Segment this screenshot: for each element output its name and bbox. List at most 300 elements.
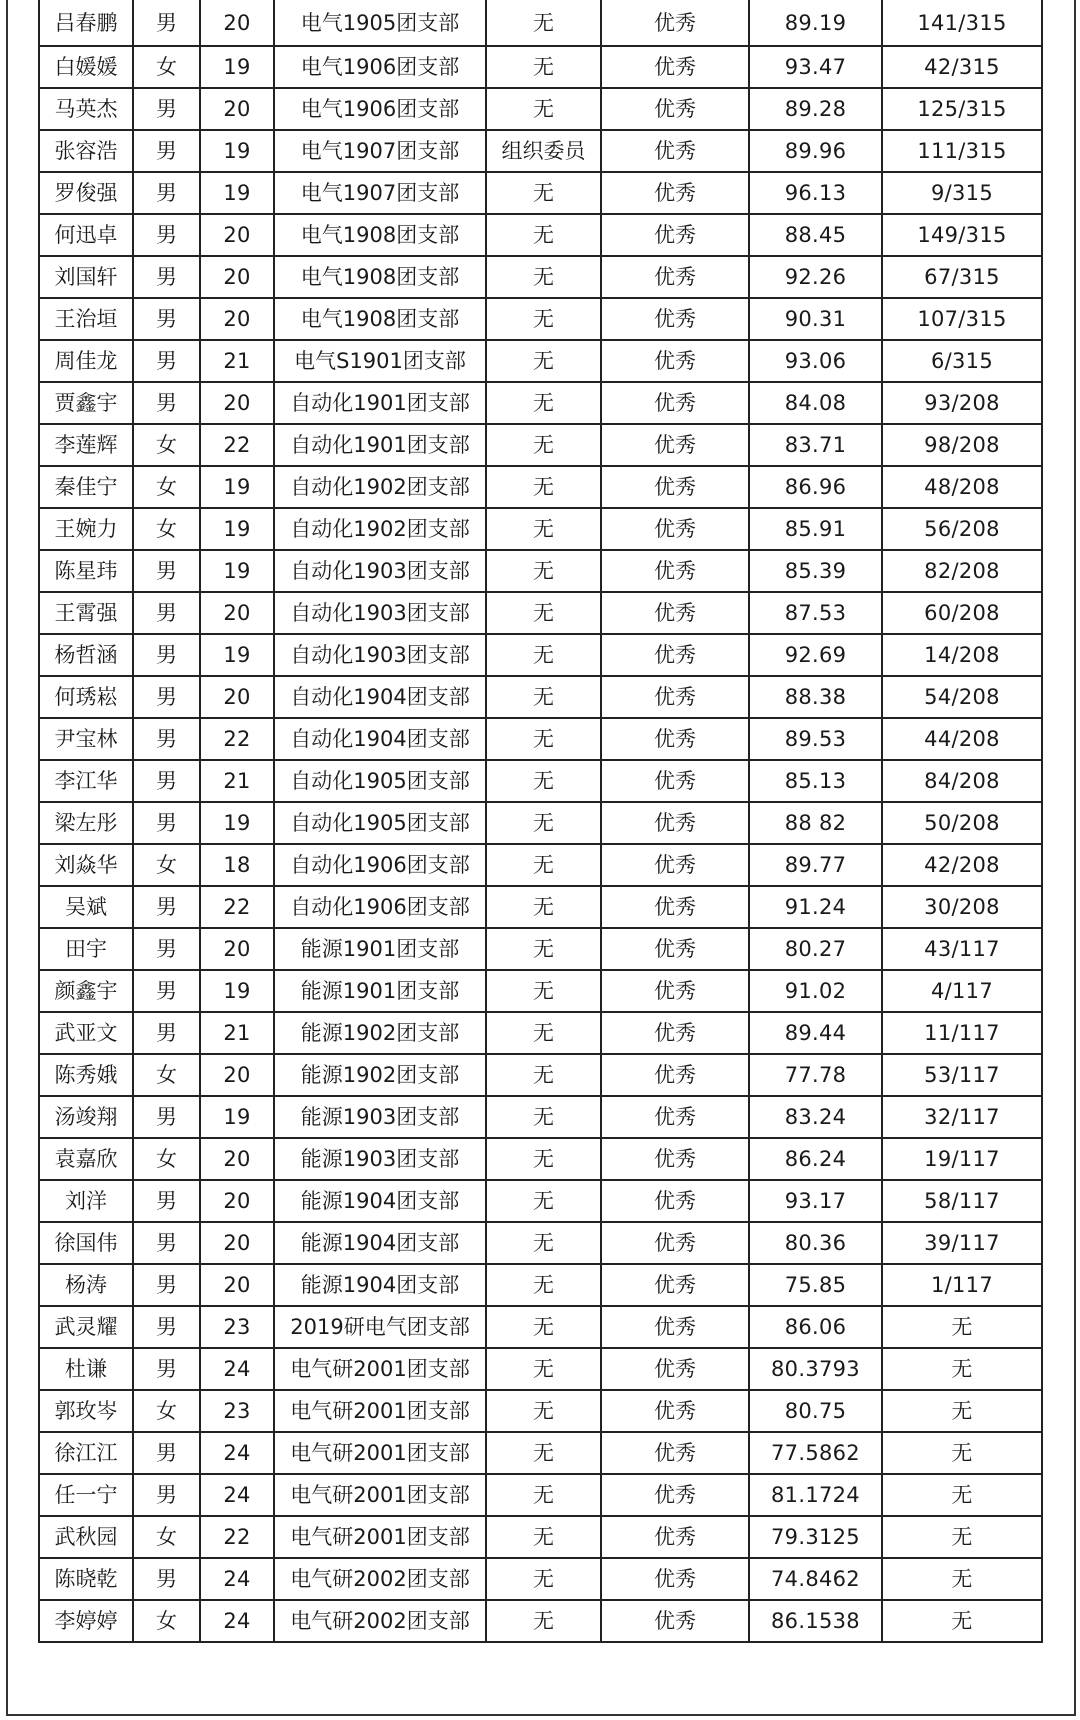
position-cell: 无 bbox=[486, 802, 601, 844]
rank-cell: 125/315 bbox=[882, 88, 1042, 130]
branch-cell: 能源1903团支部 bbox=[274, 1096, 486, 1138]
rank-cell: 60/208 bbox=[882, 592, 1042, 634]
branch-cell: 能源1902团支部 bbox=[274, 1054, 486, 1096]
name-cell: 秦佳宁 bbox=[39, 466, 133, 508]
score-cell: 85.13 bbox=[749, 760, 882, 802]
rank-cell: 6/315 bbox=[882, 340, 1042, 382]
name-cell: 白媛媛 bbox=[39, 46, 133, 88]
branch-cell: 能源1902团支部 bbox=[274, 1012, 486, 1054]
rating-cell: 优秀 bbox=[601, 634, 749, 676]
branch-cell: 能源1904团支部 bbox=[274, 1180, 486, 1222]
position-cell: 无 bbox=[486, 886, 601, 928]
position-cell: 无 bbox=[486, 1600, 601, 1642]
position-cell: 无 bbox=[486, 340, 601, 382]
branch-cell: 能源1904团支部 bbox=[274, 1222, 486, 1264]
position-cell: 无 bbox=[486, 592, 601, 634]
rating-cell: 优秀 bbox=[601, 1390, 749, 1432]
age-cell: 24 bbox=[200, 1600, 274, 1642]
table-row bbox=[39, 298, 1042, 340]
gender-cell: 男 bbox=[133, 928, 200, 970]
score-cell: 77.78 bbox=[749, 1054, 882, 1096]
gender-cell: 女 bbox=[133, 1390, 200, 1432]
gender-cell: 男 bbox=[133, 1474, 200, 1516]
name-cell: 尹宝林 bbox=[39, 718, 133, 760]
score-cell: 89.44 bbox=[749, 1012, 882, 1054]
age-cell: 18 bbox=[200, 844, 274, 886]
position-cell: 无 bbox=[486, 1432, 601, 1474]
rank-cell: 无 bbox=[882, 1600, 1042, 1642]
age-cell: 22 bbox=[200, 886, 274, 928]
score-cell: 90.31 bbox=[749, 298, 882, 340]
rating-cell: 优秀 bbox=[601, 466, 749, 508]
age-cell: 20 bbox=[200, 1222, 274, 1264]
name-cell: 陈晓乾 bbox=[39, 1558, 133, 1600]
branch-cell: 自动化1906团支部 bbox=[274, 886, 486, 928]
branch-cell: 自动化1902团支部 bbox=[274, 466, 486, 508]
table-row bbox=[39, 1180, 1042, 1222]
name-cell: 李婷婷 bbox=[39, 1600, 133, 1642]
table-row bbox=[39, 1306, 1042, 1348]
position-cell: 无 bbox=[486, 1054, 601, 1096]
rating-cell: 优秀 bbox=[601, 802, 749, 844]
rank-cell: 141/315 bbox=[882, 0, 1042, 46]
branch-cell: 电气研2001团支部 bbox=[274, 1348, 486, 1390]
position-cell: 组织委员 bbox=[486, 130, 601, 172]
gender-cell: 男 bbox=[133, 1222, 200, 1264]
rank-cell: 42/208 bbox=[882, 844, 1042, 886]
age-cell: 21 bbox=[200, 340, 274, 382]
position-cell: 无 bbox=[486, 1558, 601, 1600]
score-cell: 80.27 bbox=[749, 928, 882, 970]
name-cell: 徐国伟 bbox=[39, 1222, 133, 1264]
rank-cell: 54/208 bbox=[882, 676, 1042, 718]
position-cell: 无 bbox=[486, 172, 601, 214]
table-row bbox=[39, 0, 1042, 46]
gender-cell: 男 bbox=[133, 1306, 200, 1348]
table-row bbox=[39, 1348, 1042, 1390]
table-row bbox=[39, 1222, 1042, 1264]
position-cell: 无 bbox=[486, 550, 601, 592]
branch-cell: 自动化1903团支部 bbox=[274, 550, 486, 592]
age-cell: 20 bbox=[200, 256, 274, 298]
branch-cell: 自动化1905团支部 bbox=[274, 760, 486, 802]
score-cell: 81.1724 bbox=[749, 1474, 882, 1516]
rating-cell: 优秀 bbox=[601, 1516, 749, 1558]
name-cell: 陈星玮 bbox=[39, 550, 133, 592]
rank-cell: 58/117 bbox=[882, 1180, 1042, 1222]
rank-cell: 107/315 bbox=[882, 298, 1042, 340]
rating-cell: 优秀 bbox=[601, 340, 749, 382]
position-cell: 无 bbox=[486, 1138, 601, 1180]
branch-cell: 电气1905团支部 bbox=[274, 0, 486, 46]
rating-cell: 优秀 bbox=[601, 928, 749, 970]
table-row bbox=[39, 550, 1042, 592]
position-cell: 无 bbox=[486, 256, 601, 298]
name-cell: 刘国轩 bbox=[39, 256, 133, 298]
rating-cell: 优秀 bbox=[601, 256, 749, 298]
table-row bbox=[39, 1012, 1042, 1054]
position-cell: 无 bbox=[486, 844, 601, 886]
score-cell: 75.85 bbox=[749, 1264, 882, 1306]
table-row bbox=[39, 592, 1042, 634]
name-cell: 袁嘉欣 bbox=[39, 1138, 133, 1180]
gender-cell: 女 bbox=[133, 1516, 200, 1558]
name-cell: 王治垣 bbox=[39, 298, 133, 340]
name-cell: 武秋园 bbox=[39, 1516, 133, 1558]
score-cell: 88.38 bbox=[749, 676, 882, 718]
score-cell: 89.28 bbox=[749, 88, 882, 130]
rank-cell: 44/208 bbox=[882, 718, 1042, 760]
age-cell: 20 bbox=[200, 1264, 274, 1306]
rating-cell: 优秀 bbox=[601, 1558, 749, 1600]
table-row bbox=[39, 970, 1042, 1012]
score-cell: 86.96 bbox=[749, 466, 882, 508]
name-cell: 刘洋 bbox=[39, 1180, 133, 1222]
age-cell: 20 bbox=[200, 592, 274, 634]
table-row bbox=[39, 634, 1042, 676]
gender-cell: 女 bbox=[133, 1054, 200, 1096]
score-cell: 87.53 bbox=[749, 592, 882, 634]
score-cell: 91.24 bbox=[749, 886, 882, 928]
gender-cell: 男 bbox=[133, 1348, 200, 1390]
gender-cell: 女 bbox=[133, 466, 200, 508]
rank-cell: 无 bbox=[882, 1390, 1042, 1432]
branch-cell: 电气研2001团支部 bbox=[274, 1432, 486, 1474]
gender-cell: 女 bbox=[133, 508, 200, 550]
table-row bbox=[39, 88, 1042, 130]
rank-cell: 19/117 bbox=[882, 1138, 1042, 1180]
name-cell: 马英杰 bbox=[39, 88, 133, 130]
position-cell: 无 bbox=[486, 298, 601, 340]
rating-cell: 优秀 bbox=[601, 214, 749, 256]
table-row bbox=[39, 172, 1042, 214]
name-cell: 颜鑫宇 bbox=[39, 970, 133, 1012]
score-cell: 83.24 bbox=[749, 1096, 882, 1138]
rank-cell: 14/208 bbox=[882, 634, 1042, 676]
name-cell: 杜谦 bbox=[39, 1348, 133, 1390]
age-cell: 22 bbox=[200, 424, 274, 466]
age-cell: 24 bbox=[200, 1558, 274, 1600]
position-cell: 无 bbox=[486, 1306, 601, 1348]
score-cell: 89.96 bbox=[749, 130, 882, 172]
position-cell: 无 bbox=[486, 466, 601, 508]
name-cell: 刘焱华 bbox=[39, 844, 133, 886]
table-row bbox=[39, 424, 1042, 466]
position-cell: 无 bbox=[486, 424, 601, 466]
score-cell: 85.39 bbox=[749, 550, 882, 592]
age-cell: 20 bbox=[200, 214, 274, 256]
gender-cell: 男 bbox=[133, 172, 200, 214]
branch-cell: 电气研2001团支部 bbox=[274, 1390, 486, 1432]
score-cell: 89.53 bbox=[749, 718, 882, 760]
rating-cell: 优秀 bbox=[601, 1054, 749, 1096]
gender-cell: 男 bbox=[133, 1432, 200, 1474]
rank-cell: 11/117 bbox=[882, 1012, 1042, 1054]
branch-cell: 能源1901团支部 bbox=[274, 928, 486, 970]
age-cell: 19 bbox=[200, 634, 274, 676]
age-cell: 23 bbox=[200, 1306, 274, 1348]
rating-cell: 优秀 bbox=[601, 424, 749, 466]
score-cell: 88 82 bbox=[749, 802, 882, 844]
rank-cell: 无 bbox=[882, 1306, 1042, 1348]
table-row bbox=[39, 1558, 1042, 1600]
name-cell: 郭玫岑 bbox=[39, 1390, 133, 1432]
name-cell: 罗俊强 bbox=[39, 172, 133, 214]
rating-cell: 优秀 bbox=[601, 1012, 749, 1054]
age-cell: 19 bbox=[200, 46, 274, 88]
rating-cell: 优秀 bbox=[601, 1348, 749, 1390]
gender-cell: 女 bbox=[133, 1138, 200, 1180]
table-row bbox=[39, 256, 1042, 298]
table-row bbox=[39, 1390, 1042, 1432]
position-cell: 无 bbox=[486, 1516, 601, 1558]
rank-cell: 93/208 bbox=[882, 382, 1042, 424]
name-cell: 杨哲涵 bbox=[39, 634, 133, 676]
table-row bbox=[39, 1474, 1042, 1516]
score-cell: 80.36 bbox=[749, 1222, 882, 1264]
table-row bbox=[39, 928, 1042, 970]
branch-cell: 自动化1901团支部 bbox=[274, 382, 486, 424]
gender-cell: 男 bbox=[133, 634, 200, 676]
gender-cell: 男 bbox=[133, 1096, 200, 1138]
name-cell: 王霄强 bbox=[39, 592, 133, 634]
gender-cell: 男 bbox=[133, 298, 200, 340]
rank-cell: 53/117 bbox=[882, 1054, 1042, 1096]
rank-cell: 无 bbox=[882, 1558, 1042, 1600]
age-cell: 20 bbox=[200, 1138, 274, 1180]
score-cell: 83.71 bbox=[749, 424, 882, 466]
age-cell: 20 bbox=[200, 676, 274, 718]
age-cell: 21 bbox=[200, 1012, 274, 1054]
rating-cell: 优秀 bbox=[601, 886, 749, 928]
name-cell: 吕春鹏 bbox=[39, 0, 133, 46]
position-cell: 无 bbox=[486, 0, 601, 46]
rating-cell: 优秀 bbox=[601, 592, 749, 634]
branch-cell: 自动化1901团支部 bbox=[274, 424, 486, 466]
age-cell: 22 bbox=[200, 718, 274, 760]
name-cell: 何迅卓 bbox=[39, 214, 133, 256]
name-cell: 李莲辉 bbox=[39, 424, 133, 466]
score-cell: 91.02 bbox=[749, 970, 882, 1012]
table-row bbox=[39, 844, 1042, 886]
branch-cell: 能源1903团支部 bbox=[274, 1138, 486, 1180]
position-cell: 无 bbox=[486, 1474, 601, 1516]
branch-cell: 电气研2001团支部 bbox=[274, 1474, 486, 1516]
rank-cell: 1/117 bbox=[882, 1264, 1042, 1306]
rating-cell: 优秀 bbox=[601, 1222, 749, 1264]
position-cell: 无 bbox=[486, 928, 601, 970]
score-cell: 86.24 bbox=[749, 1138, 882, 1180]
rating-cell: 优秀 bbox=[601, 1096, 749, 1138]
age-cell: 24 bbox=[200, 1432, 274, 1474]
table-row bbox=[39, 802, 1042, 844]
age-cell: 20 bbox=[200, 928, 274, 970]
table-row bbox=[39, 130, 1042, 172]
rank-cell: 无 bbox=[882, 1348, 1042, 1390]
table-row bbox=[39, 340, 1042, 382]
branch-cell: 自动化1904团支部 bbox=[274, 718, 486, 760]
rank-cell: 84/208 bbox=[882, 760, 1042, 802]
name-cell: 何琇崧 bbox=[39, 676, 133, 718]
name-cell: 吴斌 bbox=[39, 886, 133, 928]
age-cell: 19 bbox=[200, 802, 274, 844]
name-cell: 张容浩 bbox=[39, 130, 133, 172]
branch-cell: 自动化1904团支部 bbox=[274, 676, 486, 718]
gender-cell: 男 bbox=[133, 382, 200, 424]
gender-cell: 男 bbox=[133, 0, 200, 46]
age-cell: 19 bbox=[200, 466, 274, 508]
age-cell: 19 bbox=[200, 130, 274, 172]
position-cell: 无 bbox=[486, 214, 601, 256]
gender-cell: 女 bbox=[133, 1600, 200, 1642]
rank-cell: 56/208 bbox=[882, 508, 1042, 550]
table-row bbox=[39, 1432, 1042, 1474]
branch-cell: 电气1908团支部 bbox=[274, 298, 486, 340]
name-cell: 李江华 bbox=[39, 760, 133, 802]
score-cell: 74.8462 bbox=[749, 1558, 882, 1600]
age-cell: 19 bbox=[200, 970, 274, 1012]
gender-cell: 女 bbox=[133, 46, 200, 88]
rating-cell: 优秀 bbox=[601, 1600, 749, 1642]
rating-cell: 优秀 bbox=[601, 1264, 749, 1306]
gender-cell: 男 bbox=[133, 1180, 200, 1222]
score-cell: 89.77 bbox=[749, 844, 882, 886]
position-cell: 无 bbox=[486, 508, 601, 550]
name-cell: 任一宁 bbox=[39, 1474, 133, 1516]
rating-cell: 优秀 bbox=[601, 844, 749, 886]
age-cell: 24 bbox=[200, 1348, 274, 1390]
rating-cell: 优秀 bbox=[601, 1432, 749, 1474]
right-border-line bbox=[1074, 0, 1076, 1716]
gender-cell: 男 bbox=[133, 802, 200, 844]
name-cell: 汤竣翔 bbox=[39, 1096, 133, 1138]
position-cell: 无 bbox=[486, 760, 601, 802]
gender-cell: 男 bbox=[133, 886, 200, 928]
name-cell: 杨涛 bbox=[39, 1264, 133, 1306]
rating-cell: 优秀 bbox=[601, 676, 749, 718]
table-row bbox=[39, 382, 1042, 424]
rating-cell: 优秀 bbox=[601, 172, 749, 214]
gender-cell: 男 bbox=[133, 760, 200, 802]
rating-cell: 优秀 bbox=[601, 718, 749, 760]
position-cell: 无 bbox=[486, 88, 601, 130]
name-cell: 王婉力 bbox=[39, 508, 133, 550]
rank-cell: 111/315 bbox=[882, 130, 1042, 172]
rank-cell: 无 bbox=[882, 1432, 1042, 1474]
score-cell: 86.06 bbox=[749, 1306, 882, 1348]
position-cell: 无 bbox=[486, 1348, 601, 1390]
rating-cell: 优秀 bbox=[601, 382, 749, 424]
name-cell: 贾鑫宇 bbox=[39, 382, 133, 424]
score-cell: 93.47 bbox=[749, 46, 882, 88]
gender-cell: 男 bbox=[133, 676, 200, 718]
rating-cell: 优秀 bbox=[601, 298, 749, 340]
gender-cell: 男 bbox=[133, 592, 200, 634]
branch-cell: 电气1908团支部 bbox=[274, 256, 486, 298]
gender-cell: 男 bbox=[133, 340, 200, 382]
position-cell: 无 bbox=[486, 1180, 601, 1222]
rank-cell: 39/117 bbox=[882, 1222, 1042, 1264]
rating-cell: 优秀 bbox=[601, 970, 749, 1012]
rank-cell: 32/117 bbox=[882, 1096, 1042, 1138]
left-border-line bbox=[6, 0, 8, 1716]
age-cell: 19 bbox=[200, 172, 274, 214]
branch-cell: 自动化1903团支部 bbox=[274, 634, 486, 676]
table-row bbox=[39, 1138, 1042, 1180]
score-cell: 92.26 bbox=[749, 256, 882, 298]
rating-cell: 优秀 bbox=[601, 1306, 749, 1348]
score-cell: 79.3125 bbox=[749, 1516, 882, 1558]
gender-cell: 男 bbox=[133, 130, 200, 172]
score-cell: 88.45 bbox=[749, 214, 882, 256]
table-row bbox=[39, 886, 1042, 928]
table-row bbox=[39, 1516, 1042, 1558]
table-row bbox=[39, 676, 1042, 718]
score-cell: 89.19 bbox=[749, 0, 882, 46]
branch-cell: 电气1906团支部 bbox=[274, 46, 486, 88]
name-cell: 梁左彤 bbox=[39, 802, 133, 844]
rating-cell: 优秀 bbox=[601, 46, 749, 88]
position-cell: 无 bbox=[486, 1096, 601, 1138]
score-cell: 96.13 bbox=[749, 172, 882, 214]
position-cell: 无 bbox=[486, 1264, 601, 1306]
age-cell: 20 bbox=[200, 298, 274, 340]
rank-cell: 43/117 bbox=[882, 928, 1042, 970]
gender-cell: 男 bbox=[133, 1264, 200, 1306]
gender-cell: 男 bbox=[133, 718, 200, 760]
age-cell: 19 bbox=[200, 508, 274, 550]
age-cell: 19 bbox=[200, 550, 274, 592]
age-cell: 22 bbox=[200, 1516, 274, 1558]
position-cell: 无 bbox=[486, 634, 601, 676]
score-cell: 77.5862 bbox=[749, 1432, 882, 1474]
position-cell: 无 bbox=[486, 718, 601, 760]
score-cell: 80.3793 bbox=[749, 1348, 882, 1390]
name-cell: 武灵耀 bbox=[39, 1306, 133, 1348]
score-cell: 93.06 bbox=[749, 340, 882, 382]
table-row bbox=[39, 718, 1042, 760]
branch-cell: 2019研电气团支部 bbox=[274, 1306, 486, 1348]
branch-cell: 自动化1906团支部 bbox=[274, 844, 486, 886]
score-cell: 92.69 bbox=[749, 634, 882, 676]
age-cell: 23 bbox=[200, 1390, 274, 1432]
gender-cell: 男 bbox=[133, 970, 200, 1012]
age-cell: 24 bbox=[200, 1474, 274, 1516]
branch-cell: 自动化1905团支部 bbox=[274, 802, 486, 844]
rank-cell: 50/208 bbox=[882, 802, 1042, 844]
branch-cell: 电气S1901团支部 bbox=[274, 340, 486, 382]
score-cell: 80.75 bbox=[749, 1390, 882, 1432]
score-cell: 93.17 bbox=[749, 1180, 882, 1222]
table-row bbox=[39, 508, 1042, 550]
branch-cell: 能源1904团支部 bbox=[274, 1264, 486, 1306]
age-cell: 19 bbox=[200, 1096, 274, 1138]
age-cell: 20 bbox=[200, 1180, 274, 1222]
rating-cell: 优秀 bbox=[601, 1180, 749, 1222]
rank-cell: 9/315 bbox=[882, 172, 1042, 214]
rank-cell: 4/117 bbox=[882, 970, 1042, 1012]
age-cell: 21 bbox=[200, 760, 274, 802]
age-cell: 20 bbox=[200, 1054, 274, 1096]
rating-cell: 优秀 bbox=[601, 550, 749, 592]
rank-cell: 67/315 bbox=[882, 256, 1042, 298]
table-row bbox=[39, 760, 1042, 802]
table-row bbox=[39, 214, 1042, 256]
rating-cell: 优秀 bbox=[601, 508, 749, 550]
position-cell: 无 bbox=[486, 46, 601, 88]
gender-cell: 女 bbox=[133, 844, 200, 886]
student-roster-table bbox=[38, 0, 1043, 1643]
